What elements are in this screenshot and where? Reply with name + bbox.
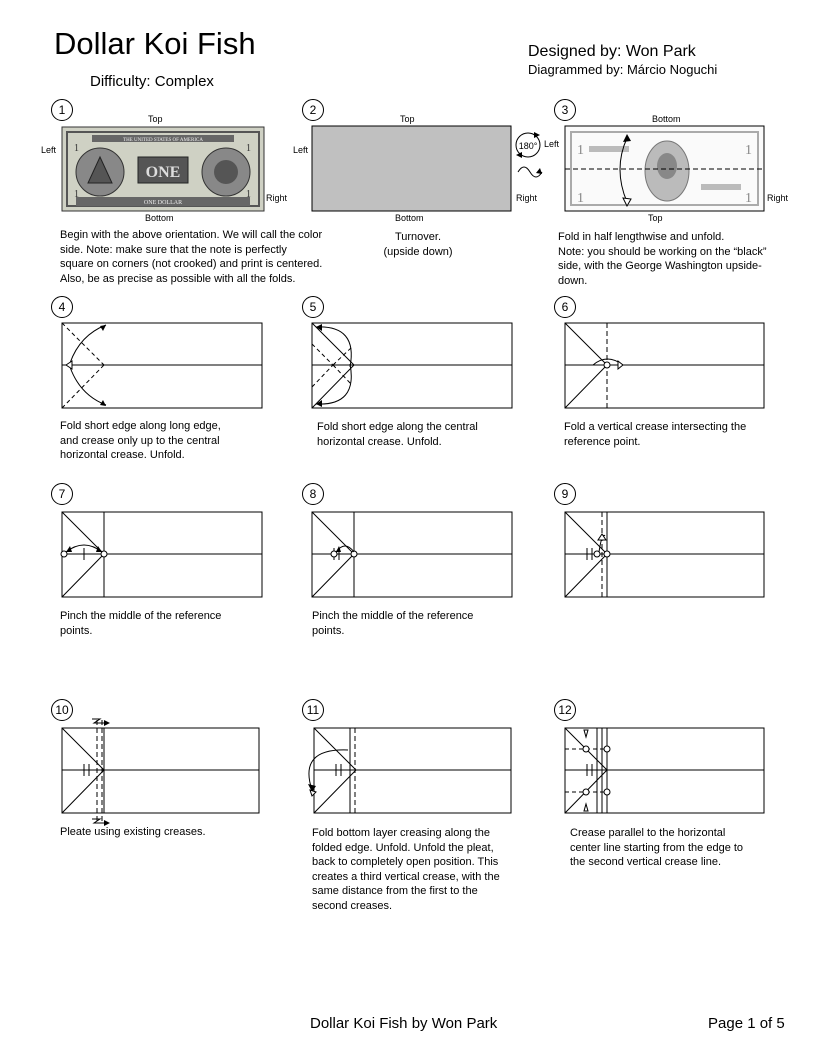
dollar-bill-front-image [62,127,264,211]
step-number-1: 1 [51,99,73,121]
step-12-diagram [565,728,767,814]
orientation-bottom-label: Bottom [395,213,424,223]
svg-text:1: 1 [577,191,584,206]
footer-title: Dollar Koi Fish by Won Park [310,1015,498,1032]
svg-text:1: 1 [745,191,752,206]
step-5-diagram [312,323,514,409]
banknote-footer-text: ONE DOLLAR [143,200,183,206]
step-8-caption: Pinch the middle of the reference points. [312,610,474,637]
step-number-9: 9 [554,483,576,505]
step-5-caption: Fold short edge along the central horizontal crease. Unfold. [317,421,478,448]
step-11-diagram [300,726,515,826]
step-12-caption: Crease parallel to the horizontal center line starting from the edge to the second vertical crease line. [570,827,744,868]
orientation-left-label: Left [293,145,309,155]
step-7-caption: Pinch the middle of the reference points. [60,610,222,637]
step-6-diagram [565,323,767,409]
step-7-diagram [62,512,264,598]
step-number-10: 10 [51,699,73,721]
step-10-diagram [62,715,264,827]
svg-text:1: 1 [577,143,584,158]
step-10-caption: Pleate using existing creases. [60,826,206,838]
orientation-top-label: Top [148,114,163,124]
step-number-11: 11 [302,699,324,721]
rotation-180-label: 180° [518,141,538,151]
orientation-top-label: Top [400,114,415,124]
difficulty-label: Difficulty: Complex [90,73,214,90]
step-number-12: 12 [554,699,576,721]
step-number-2: 2 [302,99,324,121]
turnover-left-label: Left [544,139,560,149]
orientation-bottom-label: Bottom [145,213,174,223]
svg-text:1: 1 [74,143,79,154]
orientation-top-label: Top [648,213,663,223]
step-number-7: 7 [51,483,73,505]
step-11-caption: Fold bottom layer creasing along the folded edge. Unfold. Unfold the pleat, back to completely open position. This creates a third vertical crease, with the same distance from the first to the second creases. [312,827,500,912]
orientation-bottom-label: Bottom [652,114,681,124]
step-6-caption: Fold a vertical crease intersecting the reference point. [564,421,747,448]
orientation-left-label: Left [41,145,57,155]
banknote-denomination-text: ONE [145,164,181,181]
step-3-caption: Fold in half lengthwise and unfold. Note: you should be working on the “black” side, with the George Washington upside- down. [558,231,767,287]
diagrammer-credit: Diagrammed by: Márcio Noguchi [528,62,718,77]
orientation-right-label: Right [516,193,538,203]
orientation-right-label: Right [266,193,288,203]
step-8-diagram [312,512,514,598]
step-number-4: 4 [51,296,73,318]
orientation-right-label: Right [767,193,789,203]
step-2-caption: Turnover. (upside down) [383,231,453,258]
banknote-header-text: THE UNITED STATES OF AMERICA [123,138,203,143]
step-4-diagram [62,323,264,409]
grey-note-diagram [312,126,512,212]
svg-text:1: 1 [745,143,752,158]
svg-text:1: 1 [246,189,251,200]
step-number-6: 6 [554,296,576,318]
page-title: Dollar Koi Fish [54,26,256,61]
step-4-caption: Fold short edge along long edge, and crease only up to the central horizontal crease. Unfold. [60,420,221,461]
step-number-8: 8 [302,483,324,505]
turnover-symbol [512,128,546,178]
dollar-bill-back-image [565,126,765,212]
step-number-5: 5 [302,296,324,318]
step-9-diagram [565,512,767,598]
step-number-3: 3 [554,99,576,121]
designer-credit: Designed by: Won Park [528,43,696,60]
page-number: Page 1 of 5 [708,1015,785,1032]
svg-text:1: 1 [74,189,79,200]
step-1-caption: Begin with the above orientation. We will call the color side. Note: make sure that the note is perfectly square on corners (not crooked) and print is centered. Also, be as precise as possible with all the folds. [60,229,323,285]
svg-text:1: 1 [246,143,251,154]
